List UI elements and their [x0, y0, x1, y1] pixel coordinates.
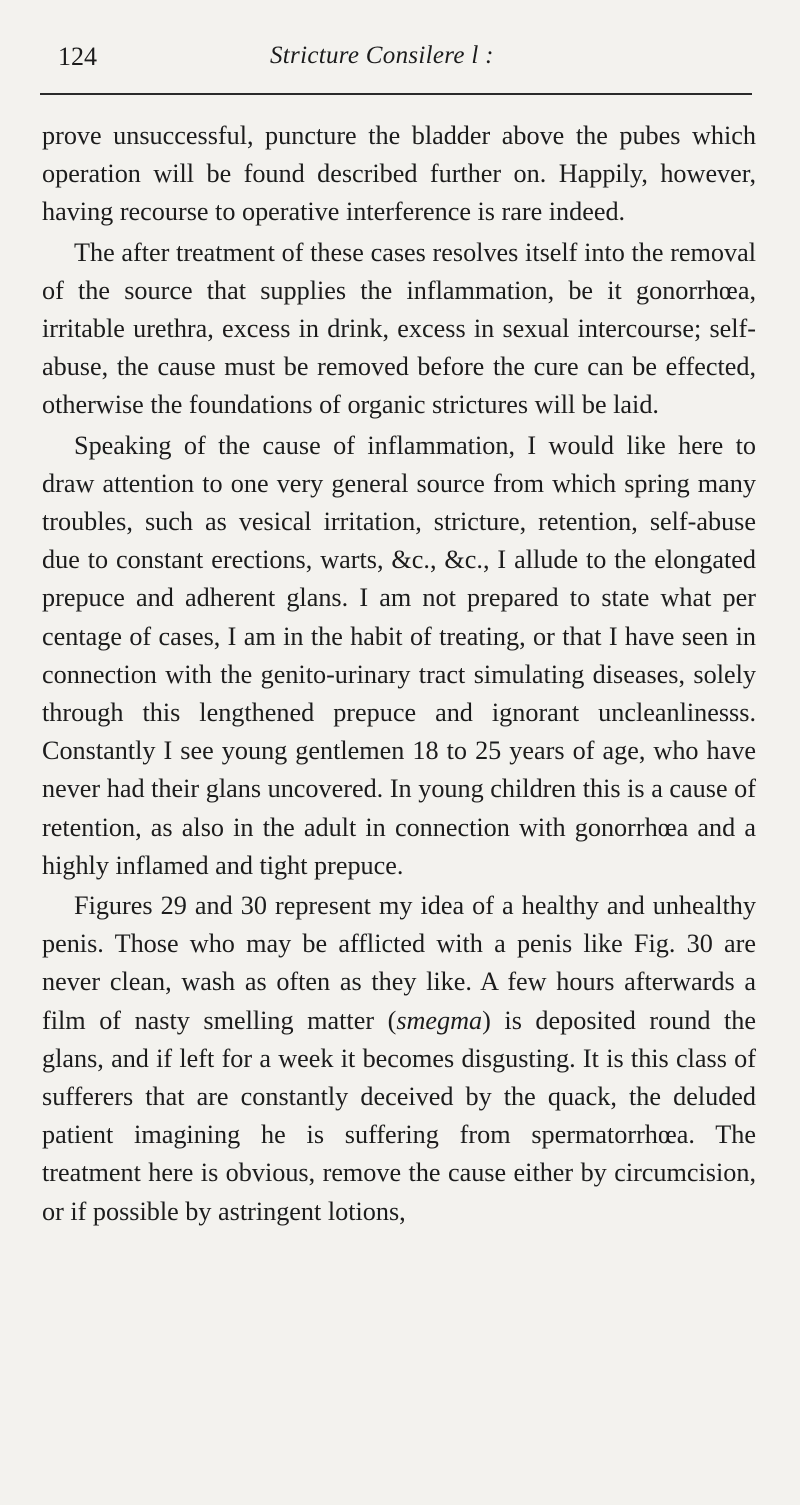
page-number: 124	[58, 42, 97, 71]
paragraph-3: Speaking of the cause of inflammation, I would like here to draw attention to one very general source from which spring many troubles, such as vesical irritation, stricture, retention, self-abuse due to constant erections, warts, &c., &c., I allude to the elongated prepuce and adherent glans. I am not prepared to state what per centage of cases, I am in the habit of treating, or that I have seen in connection with the genito-urinary tract simulating diseases, solely through this lengthened prepuce and ignorant uncleanlinesss. Constantly I see young gentlemen 18 to 25 years of age, who have never had their glans uncovered. In young children this is a cause of retention, as also in the adult in connection with gonorrhœa and a highly inflamed and tight prepuce.	[42, 430, 756, 880]
running-head: Stricture Consilere l :	[270, 42, 494, 69]
page-header	[40, 38, 752, 78]
body-text	[42, 117, 756, 1231]
paragraph-4	[42, 887, 756, 1231]
paragraph-1: prove unsuccessful, puncture the bladder above the pubes which operation will be found described further on. Happily, however, having recourse to operative interference is rare indeed.	[42, 121, 756, 227]
paragraph-2: The after treatment of these cases resolves itself into the removal of the source that supplies the inflammation, be it gonorrhœa, irritable urethra, excess in drink, excess in sexual intercourse; self-abuse, the cause must be removed before the cure can be effected, otherwise the foundations of organic strictures will be laid.	[42, 237, 756, 420]
paragraph-4-text-after: ) is deposited round the glans, and if left for a week it becomes disgusting. It is this class of sufferers that are constantly deceived by the quack, the deluded patient imagining he is suffering from spermatorrhœa. The treatment here is obvious, remove the cause either by circumcision, or if possible by astringent lotions,	[42, 1005, 756, 1226]
paragraph-4-text-before: Figures 29 and 30 represent my idea of a healthy and unhealthy penis. Those who may be afflicted with a penis like Fig. 30 are never clean, wash as often as they like. A few hours afterwards a film of nasty smelling matter (	[42, 891, 756, 1035]
header-rule	[40, 93, 752, 95]
smegma-term: smegma	[396, 1005, 483, 1035]
